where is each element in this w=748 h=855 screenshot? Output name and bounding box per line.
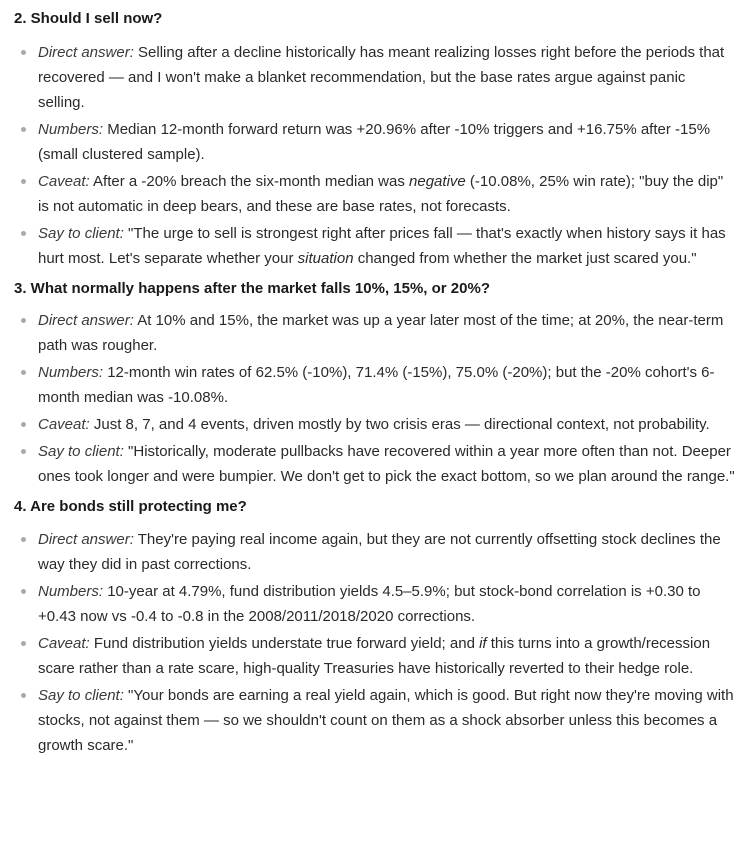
item-text: "Historically, moderate pullbacks have recovered within a year more often than not. Deeper ones took longer and were bumpier. We don't get to pick the exact bottom, so we plan around the range."	[38, 443, 735, 485]
list-item	[14, 308, 736, 358]
list-item	[14, 169, 736, 219]
item-text: "Your bonds are earning a real yield again, which is good. But right now they're moving with stocks, not against them — so we shouldn't count on them as a shock absorber unless this becomes a growth scare."	[38, 687, 734, 754]
list-item	[14, 221, 736, 271]
item-label: Say to client:	[38, 225, 124, 242]
item-label: Direct answer:	[38, 312, 134, 329]
item-text: (-10.08%, 25% win rate); "buy the dip" is not automatic in deep bears, and these are base rates, not forecasts.	[38, 173, 724, 215]
item-text: At 10% and 15%, the market was up a year later most of the time; at 20%, the near-term path was rougher.	[38, 312, 724, 354]
list-item	[14, 360, 736, 410]
item-emphasis: if	[479, 635, 487, 652]
item-text: this turns into a growth/recession scare rather than a rate scare, high-quality Treasuries have historically reverted to their hedge role.	[38, 635, 711, 677]
item-label: Caveat:	[38, 635, 90, 652]
item-text: 12-month win rates of 62.5% (-10%), 71.4% (-15%), 75.0% (-20%); but the -20% cohort's 6-month median was -10.08%.	[38, 364, 715, 406]
list-item	[14, 683, 736, 758]
list-item	[14, 579, 736, 629]
item-text: They're paying real income again, but they are not currently offsetting stock declines the way they did in past corrections.	[38, 531, 721, 573]
item-text: Median 12-month forward return was +20.96% after -10% triggers and +16.75% after -15% (small clustered sample).	[38, 121, 711, 163]
item-emphasis: negative	[409, 173, 466, 190]
item-label: Say to client:	[38, 443, 124, 460]
item-text: After a -20% breach the six-month median was	[89, 173, 410, 190]
item-label: Caveat:	[38, 416, 90, 433]
item-label: Direct answer:	[38, 531, 134, 548]
list-item	[14, 117, 736, 167]
item-text: "The urge to sell is strongest right after prices fall — that's exactly when history says it has hurt most. Let's separate whether your	[38, 225, 726, 267]
item-label: Numbers:	[38, 364, 104, 381]
list-item	[14, 631, 736, 681]
item-label: Caveat:	[38, 173, 90, 190]
item-label: Numbers:	[38, 583, 104, 600]
list-item	[14, 527, 736, 577]
item-label: Direct answer:	[38, 44, 134, 61]
bullet-list-bonds	[14, 527, 736, 758]
item-emphasis: situation	[297, 250, 354, 267]
section-heading-market-falls: 3. What normally happens after the market falls 10%, 15%, or 20%?	[14, 280, 490, 297]
list-item	[14, 412, 736, 437]
item-text: Fund distribution yields understate true forward yield; and	[89, 635, 480, 652]
item-label: Numbers:	[38, 121, 104, 138]
item-text: changed from whether the market just scared you."	[353, 250, 697, 267]
item-text: Selling after a decline historically has meant realizing losses right before the periods that recovered — and I won't make a blanket recommendation, but the base rates argue against panic selling.	[38, 44, 725, 111]
section-heading-bonds: 4. Are bonds still protecting me?	[14, 498, 247, 515]
item-label: Say to client:	[38, 687, 124, 704]
bullet-list-market-falls	[14, 308, 736, 489]
list-item	[14, 439, 736, 489]
section-heading-sell-now: 2. Should I sell now?	[14, 10, 163, 27]
item-text: Just 8, 7, and 4 events, driven mostly by two crisis eras — directional context, not probability.	[89, 416, 710, 433]
item-text: 10-year at 4.79%, fund distribution yields 4.5–5.9%; but stock-bond correlation is +0.30 to +0.43 now vs -0.4 to -0.8 in the 2008/2011/2018/2020 corrections.	[38, 583, 701, 625]
list-item	[14, 40, 736, 115]
bullet-list-sell-now	[14, 40, 736, 271]
